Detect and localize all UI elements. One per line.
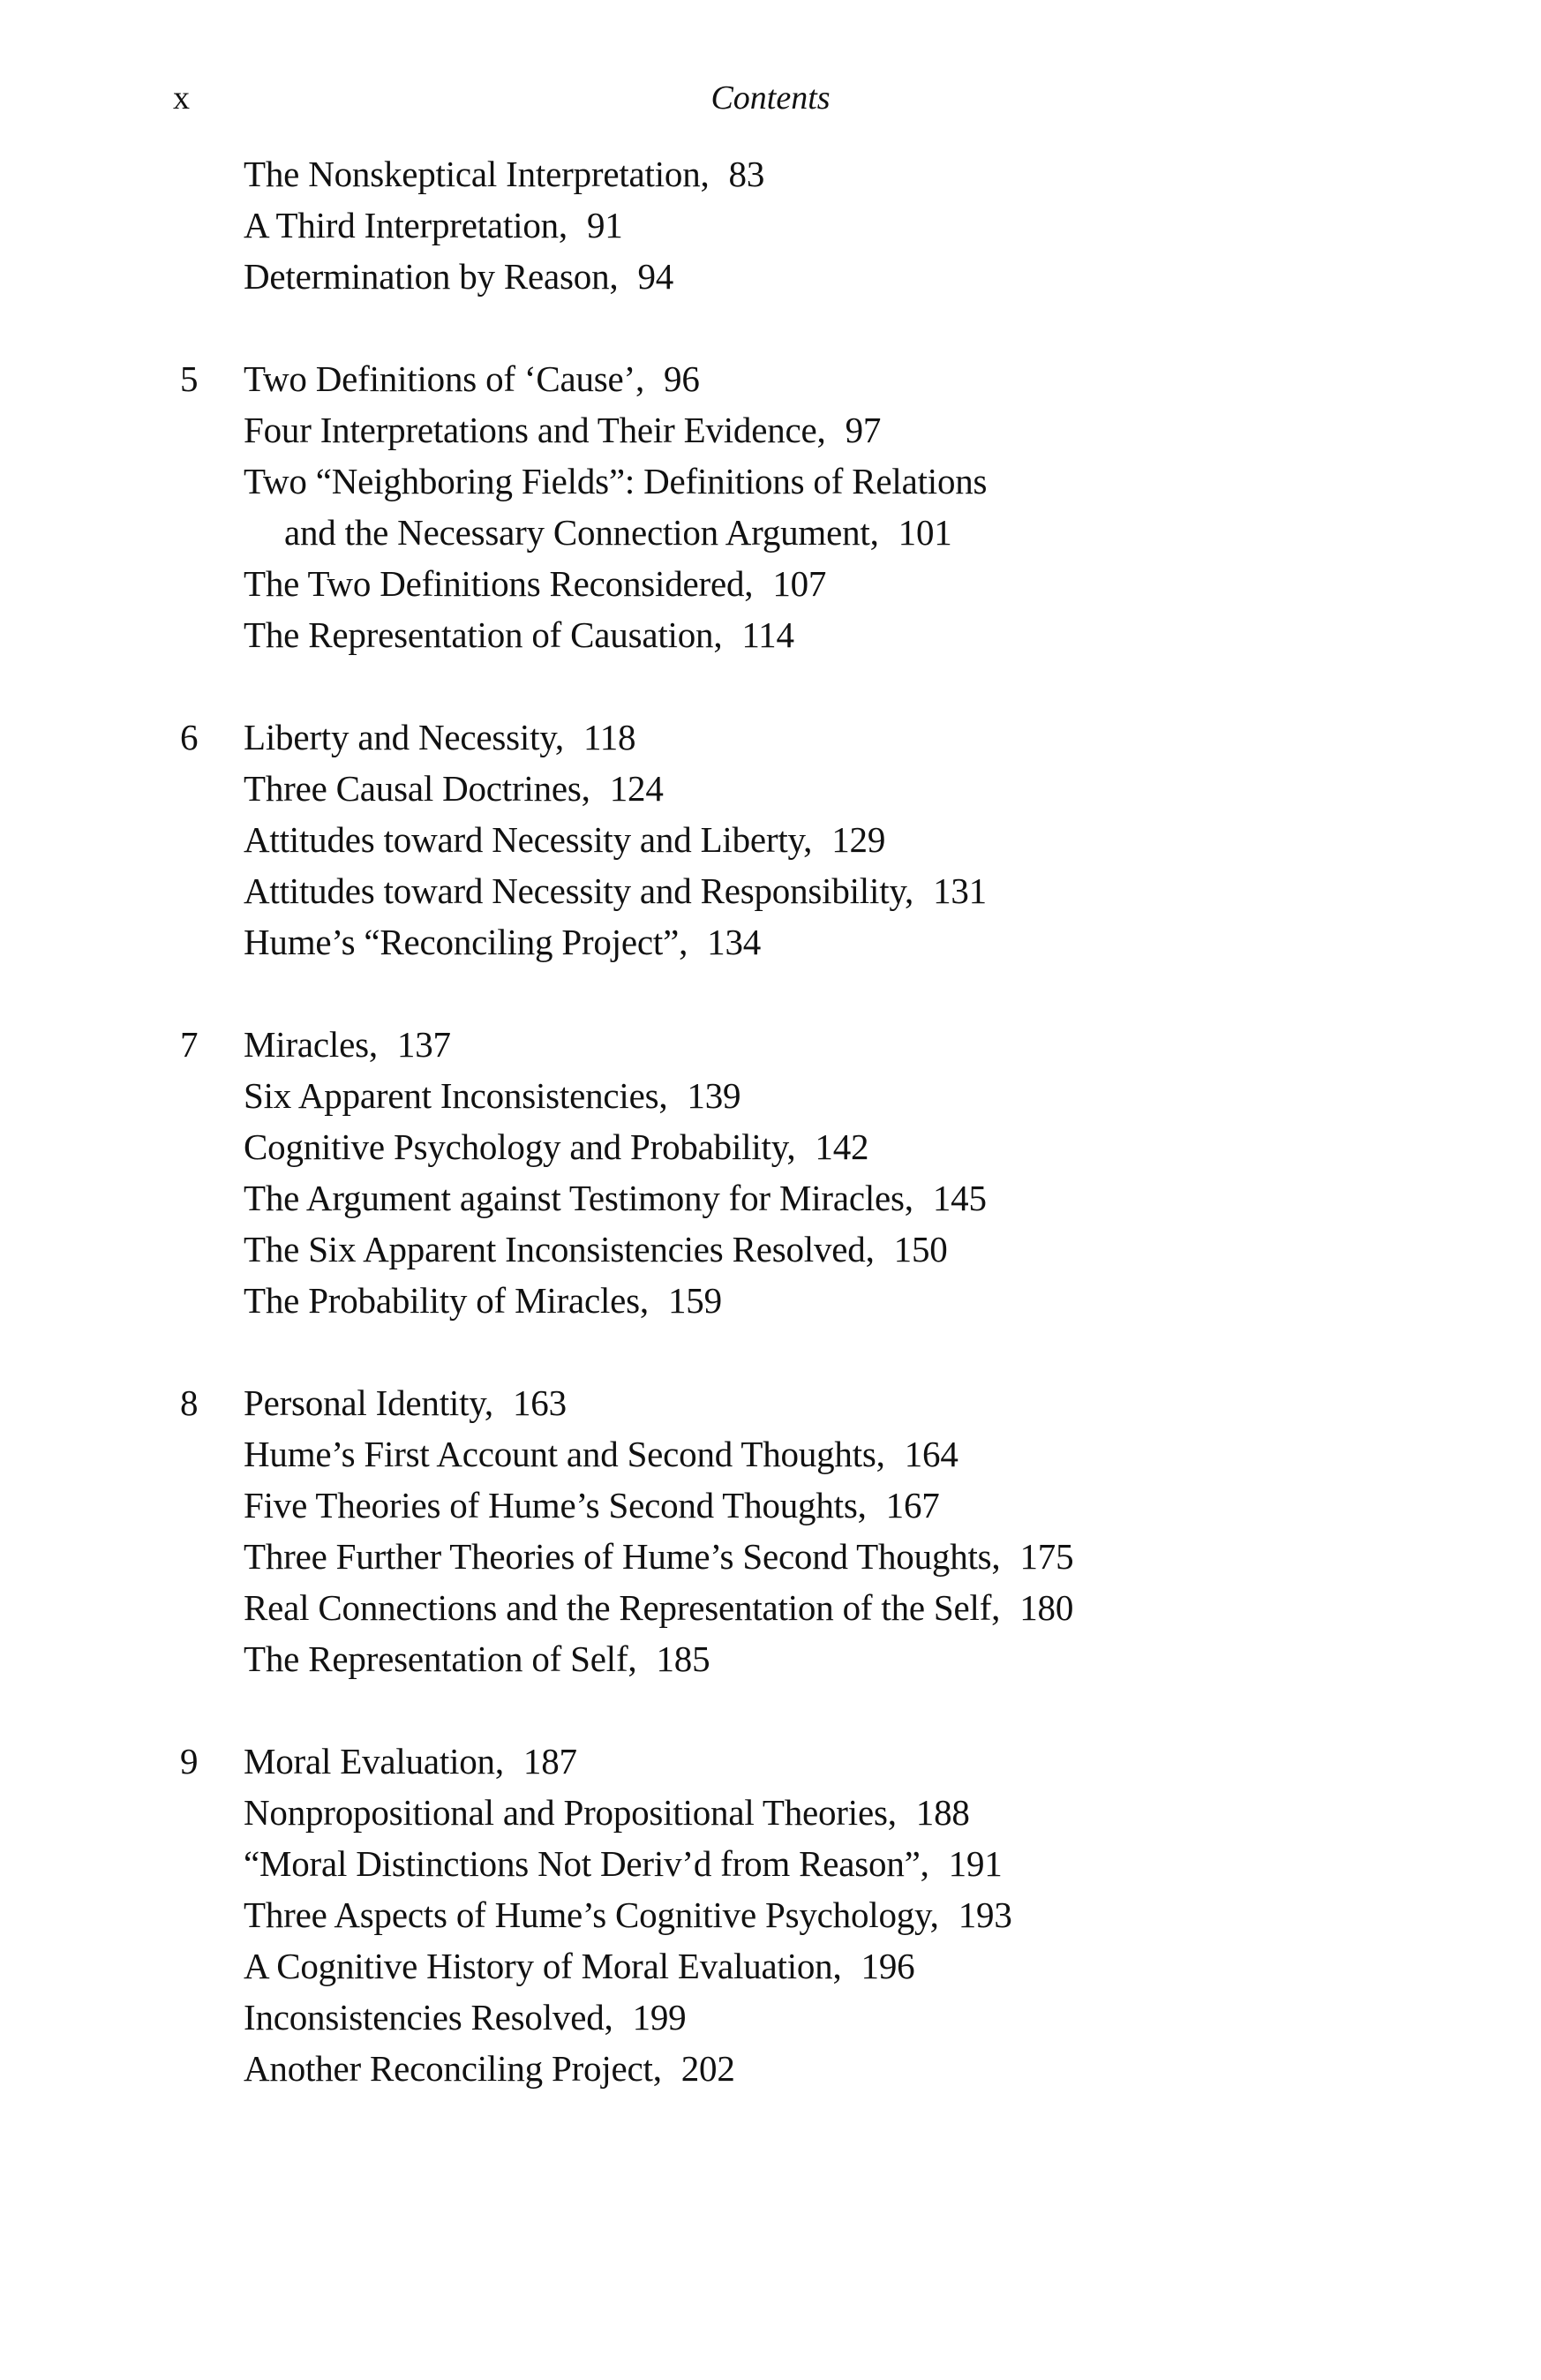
chapter-number: 8	[180, 1382, 199, 1423]
toc-entry-title: Hume’s First Account and Second Thoughts,	[244, 1434, 885, 1474]
toc-entry	[244, 2046, 735, 2090]
toc-entry-continuation	[284, 510, 952, 554]
toc-entry-page: 191	[948, 1843, 1003, 1884]
chapter-number: 7	[180, 1024, 199, 1065]
toc-entry	[244, 1995, 686, 2039]
toc-entry-page: 124	[609, 768, 664, 809]
toc-entry	[244, 1125, 868, 1169]
toc-entry	[244, 1893, 1012, 1937]
toc-entry	[244, 766, 664, 810]
toc-entry	[244, 715, 635, 759]
toc-entry-page: 129	[831, 819, 886, 860]
toc-entry-title: Moral Evaluation,	[244, 1741, 504, 1781]
toc-entry-title: The Representation of Self,	[244, 1638, 637, 1679]
toc-entry-title: Three Further Theories of Hume’s Second Thoughts,	[244, 1536, 1001, 1577]
toc-entry-title: Attitudes toward Necessity and Liberty,	[244, 819, 813, 860]
toc-entry-title: Liberty and Necessity,	[244, 717, 564, 757]
toc-entry	[244, 561, 826, 606]
toc-entry	[244, 1073, 740, 1118]
toc-entry-title: Miracles,	[244, 1024, 378, 1065]
toc-entry-page: 150	[893, 1229, 948, 1269]
toc-entry	[244, 1739, 577, 1783]
toc-entry	[244, 817, 885, 862]
toc-entry-page: 202	[680, 2048, 735, 2089]
toc-entry-title: Three Aspects of Hume’s Cognitive Psychology,	[244, 1894, 939, 1935]
toc-entry	[244, 613, 794, 657]
toc-entry-page: 94	[637, 256, 674, 297]
toc-entry-page: 134	[707, 922, 762, 962]
toc-entry-title: “Moral Distinctions Not Deriv’d from Reason”,	[244, 1843, 929, 1884]
toc-entry	[244, 1790, 970, 1834]
toc-entry-page: 187	[522, 1741, 577, 1781]
toc-entry-title: Six Apparent Inconsistencies,	[244, 1075, 668, 1116]
chapter-number: 9	[180, 1741, 199, 1781]
toc-entry-page: 196	[861, 1946, 915, 1986]
toc-entry-title: Two Definitions of ‘Cause’,	[244, 358, 645, 399]
toc-entry-page: 159	[667, 1280, 722, 1321]
toc-entry-page: 107	[772, 563, 827, 604]
toc-entry-title: and the Necessary Connection Argument,	[284, 512, 879, 553]
toc-entry	[244, 1432, 958, 1476]
toc-entry	[244, 1176, 987, 1220]
toc-entry-title: A Cognitive History of Moral Evaluation,	[244, 1946, 842, 1986]
running-head: Contents	[710, 79, 831, 117]
toc-entry-title: The Probability of Miracles,	[244, 1280, 649, 1321]
toc-entry	[244, 408, 881, 452]
toc-entry	[244, 869, 987, 913]
toc-entry-page: 193	[958, 1894, 1012, 1935]
toc-entry-page: 145	[932, 1178, 987, 1218]
toc-entry-page: 96	[664, 358, 700, 399]
toc-entry	[244, 203, 623, 247]
toc-entry-page: 175	[1019, 1536, 1074, 1577]
toc-entry-page: 163	[512, 1382, 567, 1423]
toc-entry-title: Hume’s “Reconciling Project”,	[244, 922, 688, 962]
toc-entry-page: 97	[845, 410, 882, 450]
toc-entry-title: Personal Identity,	[244, 1382, 493, 1423]
toc-entry-title: Cognitive Psychology and Probability,	[244, 1126, 796, 1167]
toc-entry-title: The Nonskeptical Interpretation,	[244, 154, 710, 194]
toc-entry	[244, 459, 987, 503]
toc-entry	[244, 920, 761, 964]
toc-entry	[244, 152, 764, 196]
toc-entry	[244, 1483, 940, 1527]
toc-entry	[244, 1585, 1073, 1630]
toc-entry-page: 131	[933, 870, 987, 911]
toc-entry	[244, 357, 700, 401]
toc-entry-title: A Third Interpretation,	[244, 205, 568, 245]
chapter-number: 5	[180, 358, 199, 399]
toc-entry-page: 139	[687, 1075, 741, 1116]
toc-entry-title: Inconsistencies Resolved,	[244, 1997, 613, 2037]
toc-entry-title: Another Reconciling Project,	[244, 2048, 662, 2089]
toc-entry-page: 164	[904, 1434, 958, 1474]
toc-entry-title: The Two Definitions Reconsidered,	[244, 563, 754, 604]
toc-entry-title: Nonpropositional and Propositional Theories,	[244, 1792, 897, 1833]
toc-entry	[244, 1534, 1073, 1578]
toc-entry-page: 180	[1019, 1587, 1074, 1628]
toc-entry	[244, 1227, 948, 1271]
toc-entry-title: Determination by Reason,	[244, 256, 619, 297]
toc-entry	[244, 1022, 451, 1066]
toc-entry	[244, 254, 673, 298]
toc-entry	[244, 1278, 722, 1322]
toc-entry-page: 188	[915, 1792, 970, 1833]
toc-entry-title: Two “Neighboring Fields”: Definitions of Relations	[244, 461, 988, 501]
chapter-number: 6	[180, 717, 199, 757]
toc-entry-page: 199	[632, 1997, 687, 2037]
toc-entry-page: 167	[885, 1485, 940, 1525]
toc-entry-title: Five Theories of Hume’s Second Thoughts,	[244, 1485, 867, 1525]
toc-entry-page: 83	[728, 154, 765, 194]
toc-entry-page: 114	[741, 614, 794, 655]
toc-entry-title: Four Interpretations and Their Evidence,	[244, 410, 826, 450]
toc-entry-title: Real Connections and the Representation of the Self,	[244, 1587, 1001, 1628]
toc-entry-title: The Six Apparent Inconsistencies Resolved,	[244, 1229, 875, 1269]
toc-entry-page: 142	[815, 1126, 869, 1167]
toc-entry-page: 137	[396, 1024, 451, 1065]
toc-entry-page: 91	[586, 205, 623, 245]
toc-entry	[244, 1381, 567, 1425]
toc-entry-page: 185	[656, 1638, 710, 1679]
toc-entry-title: The Argument against Testimony for Miracles,	[244, 1178, 913, 1218]
toc-entry-title: Attitudes toward Necessity and Responsibility,	[244, 870, 914, 911]
toc-entry-page: 118	[583, 717, 636, 757]
toc-entry-title: Three Causal Doctrines,	[244, 768, 590, 809]
toc-entry-title: The Representation of Causation,	[244, 614, 723, 655]
toc-entry	[244, 1841, 1003, 1886]
toc-entry	[244, 1944, 914, 1988]
toc-entry	[244, 1637, 710, 1681]
page-number: x	[173, 79, 190, 117]
toc-entry-page: 101	[898, 512, 952, 553]
